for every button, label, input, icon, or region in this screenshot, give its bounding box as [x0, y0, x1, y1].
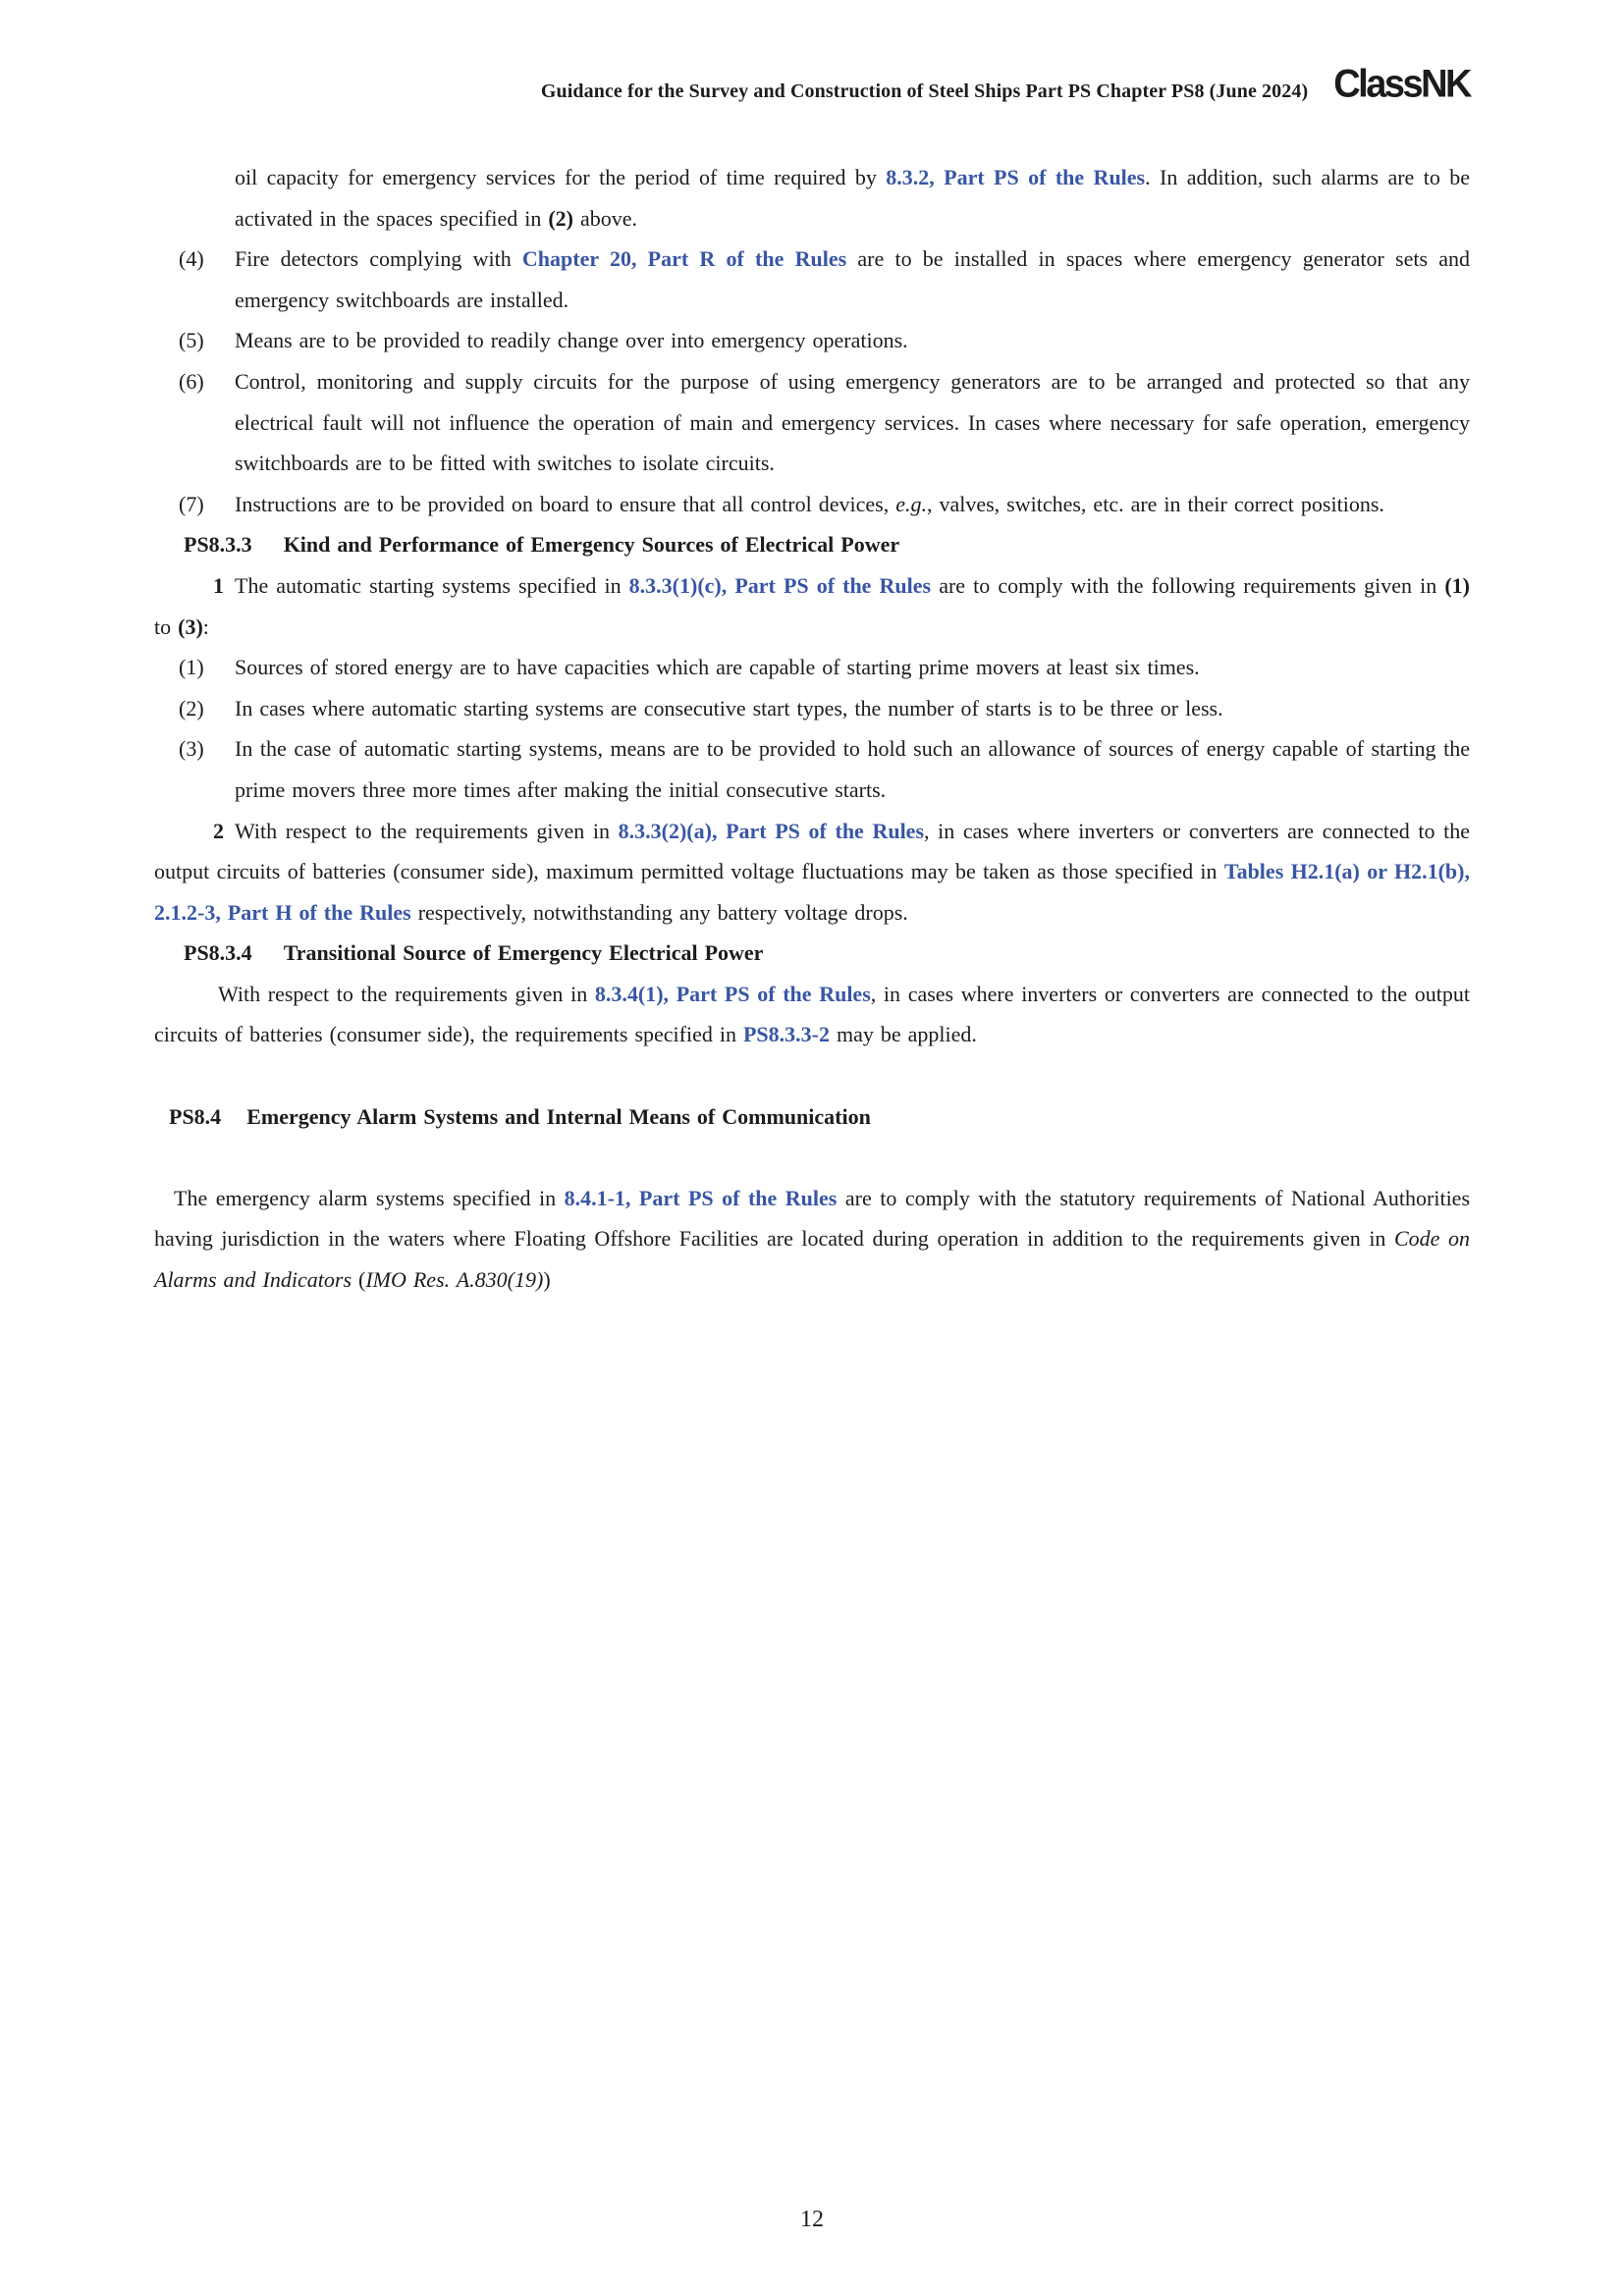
numbered-item	[154, 647, 1470, 688]
section-title: Kind and Performance of Emergency Sources of Electrical Power	[283, 532, 900, 558]
text-run: In cases where automatic starting systems are consecutive start types, the number of starts is to be three or less.	[235, 695, 1223, 721]
numbered-item	[154, 484, 1470, 525]
section-number: PS8.3.4	[184, 940, 252, 966]
item-number: (5)	[179, 328, 204, 353]
item-number: (4)	[179, 246, 204, 272]
section-heading	[154, 933, 1470, 974]
text-run: Sources of stored energy are to have capacities which are capable of starting prime movers at least six times.	[235, 655, 1200, 680]
major-section-heading	[154, 1096, 1470, 1138]
text-run: In the case of automatic starting systems, means are to be provided to hold such an allowance of sources of energy capable of starting the prime movers three more times after making the initial consecutive starts.	[235, 736, 1470, 802]
text-run: respectively, notwithstanding any battery voltage drops.	[410, 899, 908, 925]
text-run: above.	[572, 205, 638, 231]
bold-reference: (2)	[548, 205, 573, 231]
item-number: (7)	[179, 491, 204, 516]
rule-reference-link[interactable]: 8.3.4(1), Part PS of the Rules	[594, 981, 871, 1006]
text-run: oil capacity for emergency services for the period of time required by	[235, 165, 887, 189]
text-run: are to comply with the statutory requirements of National Authorities having jurisdiction in the waters where Floating Offshore Facilities are located during operation in addition to the requirements given in	[154, 1185, 1471, 1252]
numbered-item	[154, 688, 1470, 729]
paragraph-number: 1	[213, 572, 224, 598]
rule-reference-link[interactable]: 8.4.1-1, Part PS of the Rules	[564, 1185, 838, 1210]
text-run: With respect to the requirements given in	[218, 981, 595, 1006]
rule-reference-link[interactable]: 8.3.2, Part PS of the Rules	[886, 165, 1146, 189]
italic-term: e.g.	[895, 491, 927, 516]
item-number: (1)	[179, 655, 204, 680]
text-run: The emergency alarm systems specified in	[174, 1185, 565, 1210]
rule-reference-link[interactable]: Chapter 20, Part R of the Rules	[521, 246, 847, 272]
text-run: are to comply with the following requirements given in	[931, 572, 1445, 598]
page-number: 12	[800, 2207, 824, 2232]
item-number: (6)	[179, 368, 204, 394]
item-number: (3)	[179, 736, 204, 762]
numbered-item	[154, 361, 1470, 484]
section-number: PS8.3.3	[184, 532, 252, 558]
classnk-logo: ClassNK	[1333, 62, 1470, 107]
text-run: Means are to be provided to readily change over into emergency operations.	[235, 328, 908, 353]
numbered-paragraph	[154, 811, 1470, 934]
section-title: Emergency Alarm Systems and Internal Means of Communication	[246, 1103, 871, 1129]
text-run: to	[154, 614, 179, 639]
bold-reference: (3)	[178, 614, 203, 639]
section-heading	[154, 524, 1470, 565]
numbered-item	[154, 239, 1470, 320]
indented-paragraph	[154, 974, 1470, 1055]
text-run: Instructions are to be provided on board to ensure that all control devices,	[235, 491, 896, 516]
numbered-item	[154, 728, 1470, 810]
page-header	[0, 0, 1624, 107]
header-title: Guidance for the Survey and Construction of Steel Ships Part PS Chapter PS8 (June 2024)	[540, 80, 1309, 102]
text-run: are to be installed in spaces where emergency generator sets and emergency switchboards are installed.	[235, 246, 1471, 312]
text-run: , valves, switches, etc. are in their correct positions.	[926, 491, 1384, 516]
bold-reference: (1)	[1444, 572, 1470, 598]
body-paragraph	[154, 1178, 1470, 1301]
text-run: . In addition, such alarms are to be activated in the spaces specified in	[235, 165, 1470, 231]
rule-reference-link[interactable]: Tables H2.1(a) or H2.1(b), 2.1.2-3, Part H of the Rules	[154, 859, 1470, 925]
rule-reference-link[interactable]: PS8.3.3-2	[742, 1022, 830, 1047]
italic-resolution-reference: IMO Res. A.830(19)	[365, 1267, 544, 1293]
text-run: may be applied.	[829, 1022, 977, 1047]
numbered-paragraph	[154, 565, 1470, 647]
text-run: (	[352, 1267, 366, 1293]
rule-reference-link[interactable]: 8.3.3(1)(c), Part PS of the Rules	[628, 572, 932, 598]
text-run: With respect to the requirements given in	[235, 818, 619, 843]
document-content	[0, 104, 1624, 1301]
text-run: The automatic starting systems specified in	[235, 572, 629, 598]
text-run: , in cases where inverters or converters are connected to the output circuits of batteries (consumer side), maximum permitted voltage fluctuations may be taken as those specified in	[154, 818, 1471, 884]
numbered-item	[154, 320, 1470, 361]
paragraph-number: 2	[213, 818, 224, 843]
text-run: Control, monitoring and supply circuits for the purpose of using emergency generators are to be arranged and protected so that any electrical fault will not influence the operation of main and emergency services. In cases where necessary for safe operation, emergency switchboards are to be fitted with switches to isolate circuits.	[235, 368, 1470, 476]
rule-reference-link[interactable]: 8.3.3(2)(a), Part PS of the Rules	[618, 818, 925, 843]
text-run: )	[543, 1267, 551, 1293]
item-number: (2)	[179, 695, 204, 721]
text-run: , in cases where inverters or converters are connected to the output circuits of batteries (consumer side), the requirements specified in	[154, 981, 1470, 1047]
text-run: :	[202, 614, 209, 639]
section-number: PS8.4	[169, 1103, 222, 1129]
continuation-paragraph	[235, 157, 1470, 239]
italic-document-title: Code on Alarms and Indicators	[154, 1226, 1470, 1293]
text-run: Fire detectors complying with	[235, 246, 522, 272]
section-title: Transitional Source of Emergency Electrical Power	[283, 940, 764, 966]
